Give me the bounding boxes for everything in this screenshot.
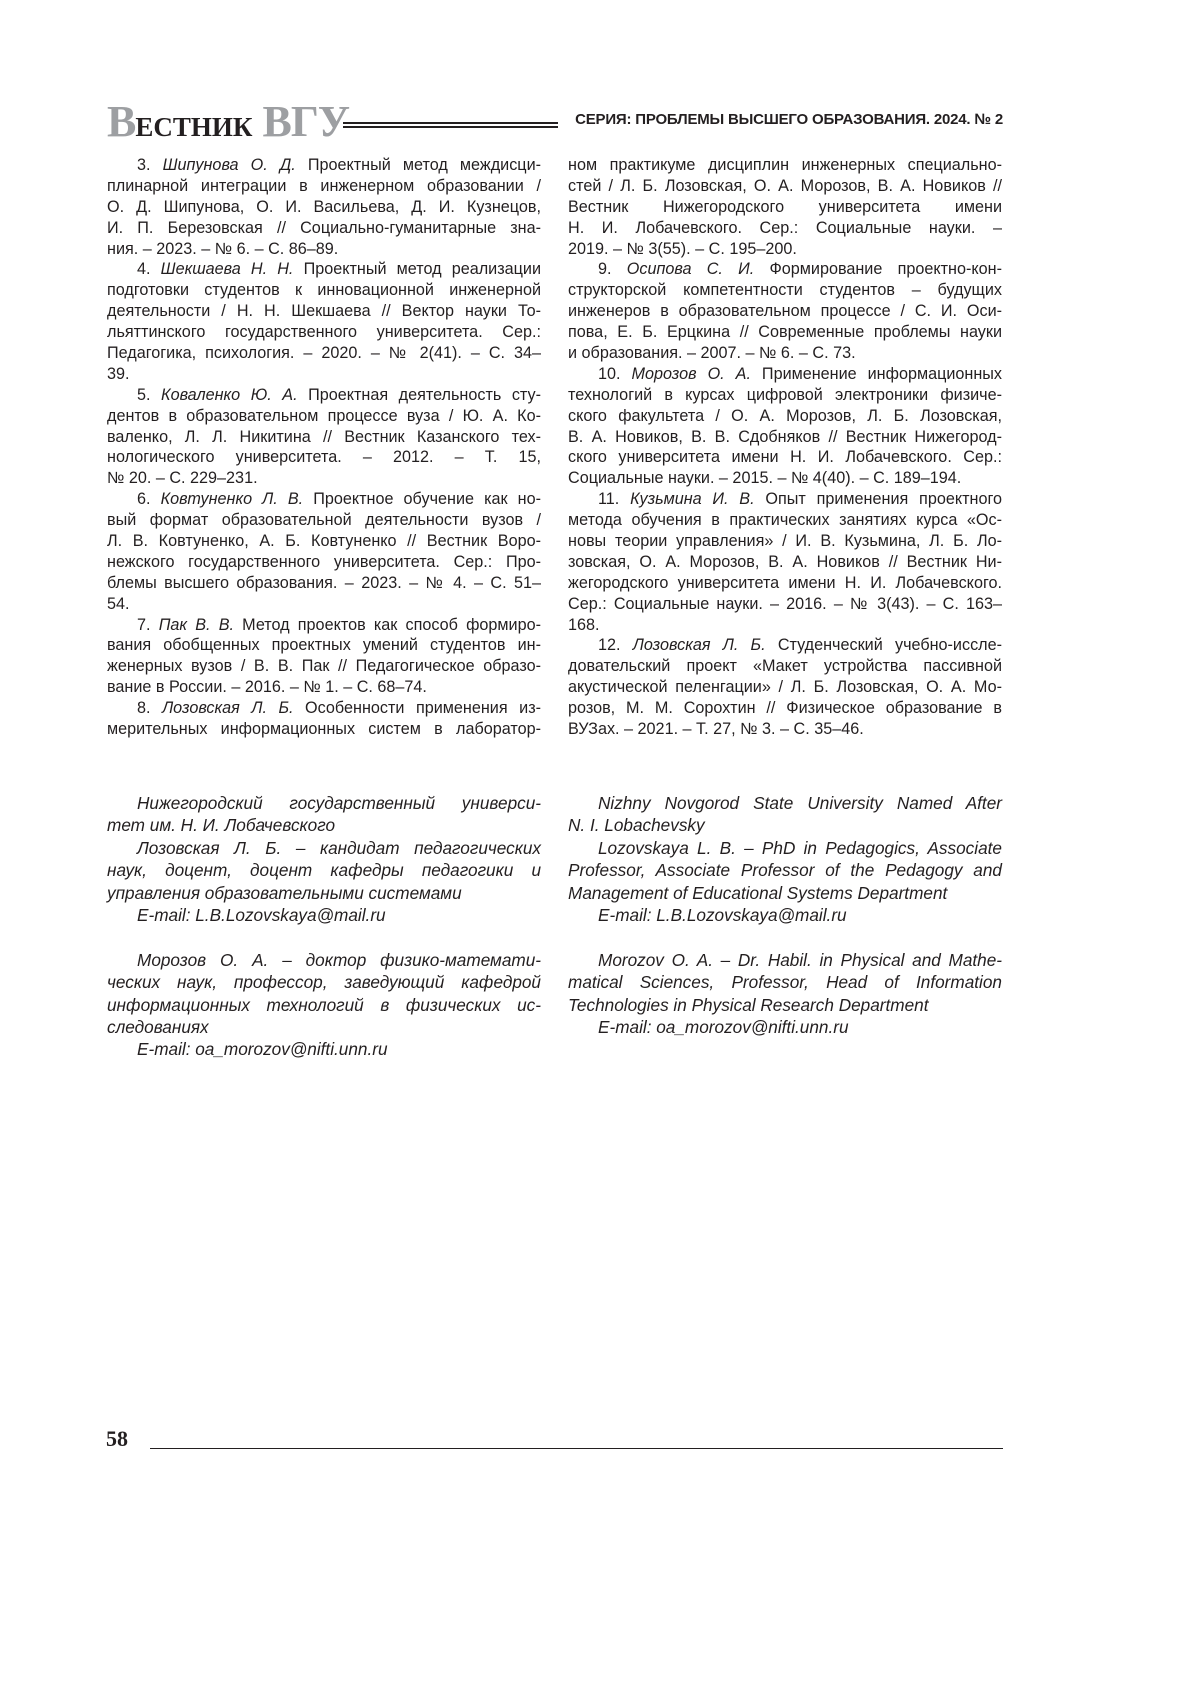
reference-line: валенко, Л. Л. Никитина // Вестник Казанского тех- (107, 427, 541, 446)
reference-line: блемы высшего образования. – 2023. – № 4. – С. 51– (107, 573, 541, 592)
reference-line: дентов в образовательном процессе вуза / Ю. А. Ко- (107, 406, 541, 425)
reference-line: жегородского университета имени Н. И. Лобачевского. (568, 573, 1002, 592)
reference-text: Особенности применения из- (293, 699, 542, 718)
reference-line: технологий в курсах цифровой электроники физиче- (568, 385, 1002, 404)
affiliation-line: Management of Educational Systems Department (568, 882, 948, 903)
reference-line: ВУЗах. – 2021. – Т. 27, № 3. – С. 35–46. (568, 720, 864, 739)
affiliation-paragraph (107, 792, 541, 837)
reference-line: и образования. – 2007. – № 6. – С. 73. (568, 344, 856, 363)
reference-line (107, 489, 541, 510)
affiliation-line: Nizhny Novgorod State University Named After (598, 793, 1002, 813)
header-rule (343, 122, 558, 128)
reference-line (568, 364, 1002, 385)
affiliation-line: matical Sciences, Professor, Head of Information (568, 972, 1002, 993)
reference-line: ского университета имени Н. И. Лобачевского. Сер.: (568, 448, 1002, 467)
reference-line: 39. (107, 364, 130, 383)
reference-number: 3. (137, 156, 151, 174)
reference-author: Шекшаева Н. Н. (160, 260, 294, 279)
reference-line (107, 259, 541, 280)
reference-line: В. А. Новиков, В. В. Сдобняков // Вестник Нижегород- (568, 427, 1002, 446)
reference-line: № 20. – С. 229–231. (107, 469, 258, 488)
reference-line: женерных вузов / В. В. Пак // Педагогическое образо- (107, 657, 541, 676)
reference-line: 168. (568, 615, 600, 634)
reference-line (107, 155, 541, 176)
reference-line (568, 489, 1002, 510)
affiliation-russian (107, 792, 541, 1061)
reference-number: 4. (137, 260, 151, 279)
reference-line: Н. И. Лобачевского. Сер.: Социальные науки. – (568, 218, 1002, 237)
reference-item (107, 155, 541, 259)
affiliation-paragraph (568, 904, 1002, 926)
reference-line: Л. В. Ковтуненко, А. Б. Ковтуненко // Вестник Воро- (107, 532, 541, 551)
reference-line: вания обобщенных проектных умений студентов ин- (107, 636, 541, 655)
affiliation-paragraph (568, 792, 1002, 837)
reference-line (107, 615, 541, 636)
affiliation-paragraph (107, 949, 541, 1039)
affiliation-line: наук, доцент, доцент кафедры педагогики и (107, 860, 541, 881)
reference-item (107, 698, 541, 740)
reference-line: ского факультета / О. А. Морозов, Л. Б. Лозовская, (568, 406, 1002, 425)
reference-line: И. П. Березовская // Социально-гуманитарные зна- (107, 218, 541, 237)
reference-line: ном практикуме дисциплин инженерных специально- (568, 156, 1002, 174)
reference-item (568, 635, 1002, 739)
reference-author: Лозовская Л. Б. (632, 636, 766, 655)
reference-line: пова, Е. Б. Ерцкина // Современные проблемы науки (568, 323, 1002, 342)
reference-line: новы теории управления» / И. В. Кузьмина, Л. Б. Ло- (568, 532, 1002, 551)
reference-number: 5. (137, 385, 151, 404)
reference-text: Проектный метод реализации (293, 260, 542, 279)
page-number: 58 (106, 1426, 128, 1451)
reference-text: Проектная деятельность сту- (297, 385, 542, 404)
reference-author: Пак В. В. (158, 615, 234, 634)
affiliation-line: информационных технологий в физических ис- (107, 994, 541, 1015)
reference-text: Проектный метод междисци- (295, 156, 541, 174)
reference-text: Формирование проектно-кон- (754, 260, 1002, 279)
affiliation-line: Лозовская Л. Б. – кандидат педагогических (137, 837, 541, 858)
references-right-column (568, 155, 1002, 740)
footer-rule (150, 1448, 1003, 1449)
affiliation-line: Morozov O. A. – Dr. Habil. in Physical and Mathe- (598, 949, 1002, 970)
reference-author: Шипунова О. Д. (162, 156, 296, 174)
reference-line: зовская, О. А. Морозов, В. А. Новиков // Вестник Ни- (568, 552, 1002, 571)
reference-number: 7. (137, 615, 151, 634)
affiliation-line: управления образовательными системами (107, 882, 462, 903)
reference-text: Проектное обучение как но- (303, 490, 541, 509)
reference-line: вый формат образовательной деятельности вузов / (107, 511, 541, 530)
affiliation-line: E-mail: L.B.Lozovskaya@mail.ru (598, 904, 847, 925)
reference-line: 54. (107, 594, 130, 613)
reference-author: Морозов О. А. (631, 364, 751, 383)
reference-line: 2019. – № 3(55). – С. 195–200. (568, 239, 797, 258)
reference-line: метода обучения в практических занятиях курса «Ос- (568, 511, 1002, 530)
reference-line: льяттинского государственного университета. Сер.: (107, 323, 541, 342)
running-header (107, 96, 1003, 146)
affiliation-paragraph (107, 1038, 541, 1060)
reference-line: О. Д. Шипунова, О. И. Васильева, Д. И. Кузнецов, (107, 197, 541, 216)
spacer (568, 926, 1002, 948)
affiliation-english (568, 792, 1002, 1038)
reference-author: Кузьмина И. В. (630, 490, 755, 509)
affiliation-line: следованиях (107, 1016, 209, 1037)
reference-line: довательский проект «Макет устройства пассивной (568, 657, 1002, 676)
affiliation-paragraph (568, 949, 1002, 1016)
reference-line: подготовки студентов к инновационной инженерной (107, 281, 541, 300)
reference-number: 11. (598, 490, 620, 509)
reference-line: Педагогика, психология. – 2020. – № 2(41). – С. 34– (107, 344, 541, 363)
series-title: СЕРИЯ: ПРОБЛЕМЫ ВЫСШЕГО ОБРАЗОВАНИЯ. 2024. № 2 (575, 111, 1003, 128)
reference-author: Осипова С. И. (626, 260, 755, 279)
reference-item (107, 615, 541, 699)
reference-author: Ковтуненко Л. В. (160, 490, 304, 509)
reference-author: Лозовская Л. Б. (162, 699, 294, 718)
reference-line: структорской компетентности студентов – будущих (568, 281, 1002, 300)
logo-initial: В (107, 97, 136, 146)
reference-number: 12. (598, 636, 621, 655)
reference-line: вание в России. – 2016. – № 1. – С. 68–74. (107, 678, 427, 697)
reference-item (107, 259, 541, 384)
logo-vgu: ВГУ (262, 97, 350, 146)
reference-item (568, 364, 1002, 489)
reference-number: 9. (598, 260, 612, 279)
affiliation-paragraph (568, 837, 1002, 904)
reference-item (568, 489, 1002, 635)
reference-item (107, 385, 541, 489)
reference-line (107, 698, 541, 719)
logo-word: ЕСТНИК (135, 112, 253, 142)
reference-line: розов, М. М. Сорохтин // Физическое образование в (568, 699, 1002, 718)
affiliation-line: тет им. Н. И. Лобачевского (107, 815, 336, 836)
reference-line: нологического университета. – 2012. – Т. 15, (107, 448, 541, 467)
spacer (107, 926, 541, 948)
affiliation-line: E-mail: L.B.Lozovskaya@mail.ru (137, 904, 386, 925)
reference-line: акустической пеленгации» / Л. Б. Лозовская, О. А. Мо- (568, 678, 1002, 697)
reference-text: Метод проектов как способ формиро- (234, 615, 541, 634)
reference-text: Опыт применения проектного (754, 490, 1002, 509)
reference-line: инженеров в образовательном процессе / С. И. Оси- (568, 302, 1002, 321)
reference-line: деятельности / Н. Н. Шекшаева // Вектор науки То- (107, 302, 541, 321)
reference-number: 6. (137, 490, 151, 509)
reference-line: плинарной интеграции в инженерном образовании / (107, 176, 541, 195)
reference-item (107, 489, 541, 614)
reference-line: нежского государственного университета. Сер.: Про- (107, 552, 541, 571)
references-left-column (107, 155, 541, 740)
reference-line: ния. – 2023. – № 6. – С. 86–89. (107, 239, 339, 258)
reference-text: Применение информационных (750, 364, 1003, 383)
affiliation-line: Нижегородский государственный универси- (137, 793, 541, 813)
reference-line (107, 385, 541, 406)
affiliation-paragraph (107, 837, 541, 904)
reference-line: Вестник Нижегородского университета имени (568, 197, 1002, 216)
reference-text: Студенческий учебно-иссле- (765, 636, 1002, 655)
reference-number: 10. (598, 364, 621, 383)
affiliation-line: Professor, Associate Professor of the Pedagogy and (568, 860, 1002, 881)
affiliation-line: N. I. Lobachevsky (568, 815, 705, 836)
affiliation-line: Lozovskaya L. B. – PhD in Pedagogics, Associate (598, 837, 1002, 858)
affiliation-paragraph (568, 1016, 1002, 1038)
affiliation-line: E-mail: oa_morozov@nifti.unn.ru (137, 1039, 388, 1060)
reference-line: Сер.: Социальные науки. – 2016. – № 3(43). – С. 163– (568, 594, 1002, 613)
reference-item (568, 259, 1002, 363)
reference-author: Коваленко Ю. А. (161, 385, 298, 404)
reference-line: мерительных информационных систем в лаборатор- (107, 720, 541, 739)
affiliation-paragraph (107, 904, 541, 926)
affiliation-line: ческих наук, профессор, заведующий кафедрой (107, 972, 541, 993)
reference-number: 8. (137, 699, 151, 718)
affiliation-line: Морозов О. А. – доктор физико-математи- (137, 949, 541, 970)
affiliation-line: Technologies in Physical Research Department (568, 994, 929, 1015)
reference-item (568, 155, 1002, 259)
affiliation-line: E-mail: oa_morozov@nifti.unn.ru (598, 1016, 849, 1037)
reference-line (568, 259, 1002, 280)
reference-line: стей / Л. Б. Лозовская, О. А. Морозов, В. А. Новиков // (568, 176, 1002, 195)
journal-logo (107, 96, 349, 147)
reference-line: Социальные науки. – 2015. – № 4(40). – С. 189–194. (568, 469, 962, 488)
reference-line (568, 635, 1002, 656)
